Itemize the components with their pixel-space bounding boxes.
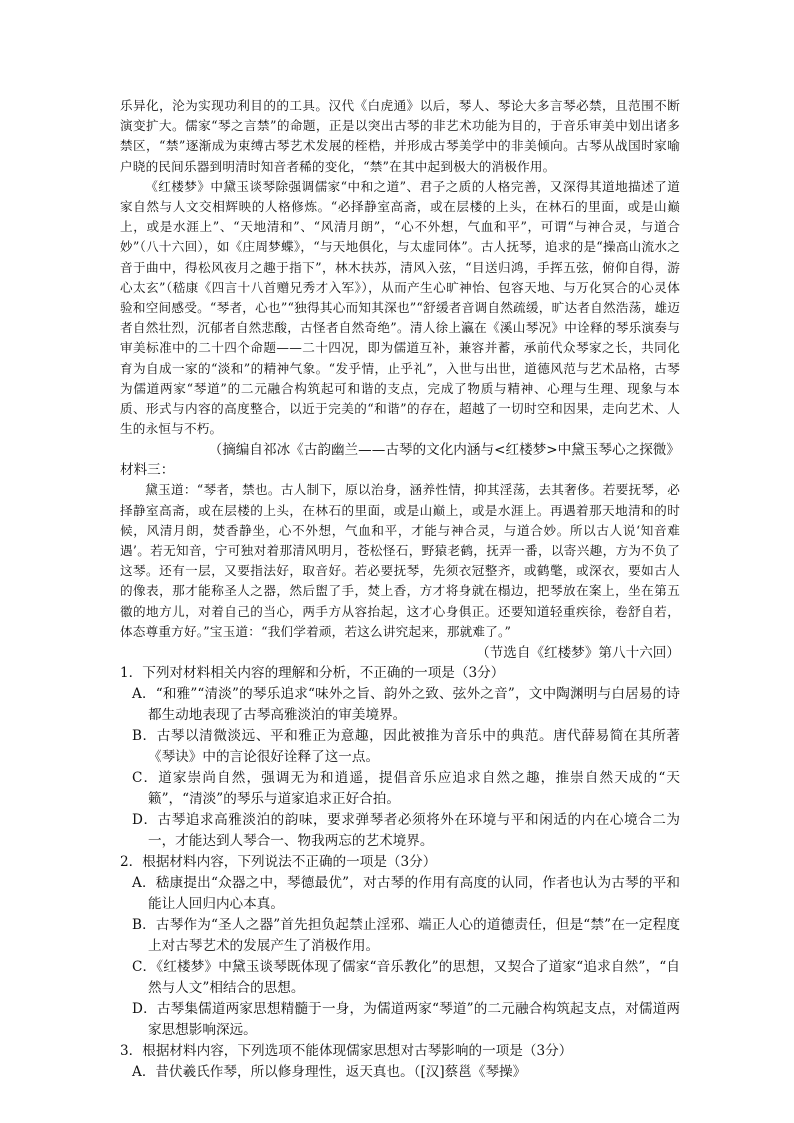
material-two-source: （摘编自祁冰《古韵幽兰——古琴的文化内涵与<红楼梦>中黛玉琴心之探微》 (208, 442, 680, 459)
question-2-option-a: A．嵇康提出“众器之中，琴德最优”，对古琴的作用有高度的认同，作者也认为古琴的平和能让人回归内心本真。 (132, 875, 680, 913)
question-1-option-d: D．古琴追求高雅淡泊的韵味，要求弹琴者必须将外在环境与平和闲适的内在心境合二为一，才能达到人琴合一、物我两忘的艺术境界。 (132, 812, 680, 850)
material-three-source: （节选自《红楼梦》第八十六回） (476, 645, 680, 662)
question-2-option-c: C．《红楼梦》中黛玉谈琴既体现了儒家“音乐教化”的思想，又契合了道家“追求自然”，“自然与人文”相结合的思想。 (132, 959, 680, 997)
material-three-label: 材料三： (120, 462, 175, 479)
question-2-option-d: D．古琴集儒道两家思想精髓于一身，为儒道两家“琴道”的二元融合构筑起支点，对儒道两家思想影响深远。 (132, 1001, 680, 1039)
question-1-option-c: C．道家崇尚自然，强调无为和逍遥，提倡音乐应追求自然之趣，推崇自然天成的“天籁”，“清淡”的琴乐与道家追求正好合拍。 (132, 770, 680, 808)
question-2-stem: 2．根据材料内容，下列说法不正确的一项是（3分） (120, 854, 437, 871)
material-three-text: 黛玉道：“琴者，禁也。古人制下，原以治身，涵养性情，抑其淫荡，去其奢侈。若要抚琴，必择静室高斋，或在层楼的上头，在林石的里面，或是山巅上，或是水涯上。再遇着那天地清和的时候，风清月朗，焚香静坐，心不外想，气血和平，才能与神合灵，与道合妙。所以古人说‘知音难遇’。若无知音，宁可独对着那清风明月，苍松怪石，野猿老鹤，抚弄一番，以寄兴趣，方为不负了这琴。还有一层，又要指法好，取音好。若必要抚琴，先须衣冠整齐，或鹤氅，或深衣，要如古人的像表，那才能称圣人之器，然后盥了手，焚上香，方才将身就在榻边，把琴放在案上，坐在第五徽的地方儿，对着自己的当心，两手方从容抬起，这才心身俱正。还要知道轻重疾徐，卷舒自若，体态尊重方好。”宝玉道：“我们学着顽，若这么讲究起来，那就难了。” (120, 482, 680, 639)
question-1-option-b: B．古琴以清微淡远、平和雅正为意趣，因此被推为音乐中的典范。唐代薛易简在其所著《琴诀》中的言论很好诠释了这一点。 (132, 728, 680, 766)
question-3-option-a: A．昔伏羲氏作琴，所以修身理性，返天真也。（[汉]蔡邕《琴操》 (132, 1064, 527, 1081)
material-two-paragraph-honglou: 《红楼梦》中黛玉谈琴除强调儒家“中和之道”、君子之质的人格完善，又深得其道地描述了道家自然与人文交相辉映的人格修炼。“必择静室高斋，或在层楼的上头，在林石的里面，或是山巅上，或是水涯上”、“天地清和”、“风清月朗”，“心不外想，气血和平”，可谓“与神合灵，与道合妙”（八十六回），如《庄周梦蝶》，“与天地俱化，与太虚同体”。古人抚琴，追求的是“操高山流水之音于曲中，得松风夜月之趣于指下”，林木扶苏，清风入弦，“目送归鸿，手挥五弦，俯仰自得，游心太玄”（嵇康《四言十八首赠兄秀才入军》），从而产生心旷神怡、包容天地、与万化冥合的心灵体验和空间感受。“琴者，心也”“独得其心而知其深也”“舒缓者音调自然疏缓，旷达者自然浩荡，雄迈者自然壮烈，沉郁者自然悲酸，古怪者自然奇绝”。清人徐上瀛在《溪山琴况》中诠释的琴乐演奏与审美标准中的二十四个命题——二十四况，即为儒道互补，兼容并蓄，承前代众琴家之长，共同化育为自成一家的“淡和”的精神气象。“发乎情，止乎礼”，入世与出世，道德风范与艺术品格，古琴为儒道两家“琴道”的二元融合构筑起可和谐的支点，完成了物质与精神、心理与生理、现象与本质、形式与内容的高度整合，以近于完美的“和谐”的存在，超越了一切时空和因果，走向艺术、人生的永恒与不朽。 (120, 178, 680, 437)
question-1-option-a: A．“和雅”“清淡”的琴乐追求“味外之旨、韵外之致、弦外之音”，文中陶渊明与白居易的诗都生动地表现了古琴高雅淡泊的审美境界。 (132, 686, 680, 724)
question-3 (120, 1041, 680, 1083)
document-page (120, 96, 680, 1083)
question-2-option-b: B．古琴作为“圣人之器”首先担负起禁止淫邪、端正人心的道德责任，但是“禁”在一定程度上对古琴艺术的发展产生了消极作用。 (132, 917, 680, 955)
material-two-paragraph-continued: 乐异化，沦为实现功利目的的工具。汉代《白虎通》以后，琴人、琴论大多言琴必禁，且范围不断演变扩大。儒家“琴之言禁”的命题，正是以突出古琴的非艺术功能为目的，于音乐审美中划出诸多禁区，“禁”逐渐成为束缚古琴艺术发展的桎梏，并形成古琴美学中的非美倾向。古琴从战国时家喻户晓的民间乐器到明清时知音者稀的变化，“禁”在其中起到极大的消极作用。 (120, 98, 680, 174)
question-1-stem: 1．下列对材料相关内容的理解和分析，不正确的一项是（3分） (120, 665, 505, 682)
question-3-stem: 3．根据材料内容，下列选项不能体现儒家思想对古琴影响的一项是（3分） (120, 1043, 573, 1060)
question-1 (120, 663, 680, 852)
question-2 (120, 852, 680, 1041)
